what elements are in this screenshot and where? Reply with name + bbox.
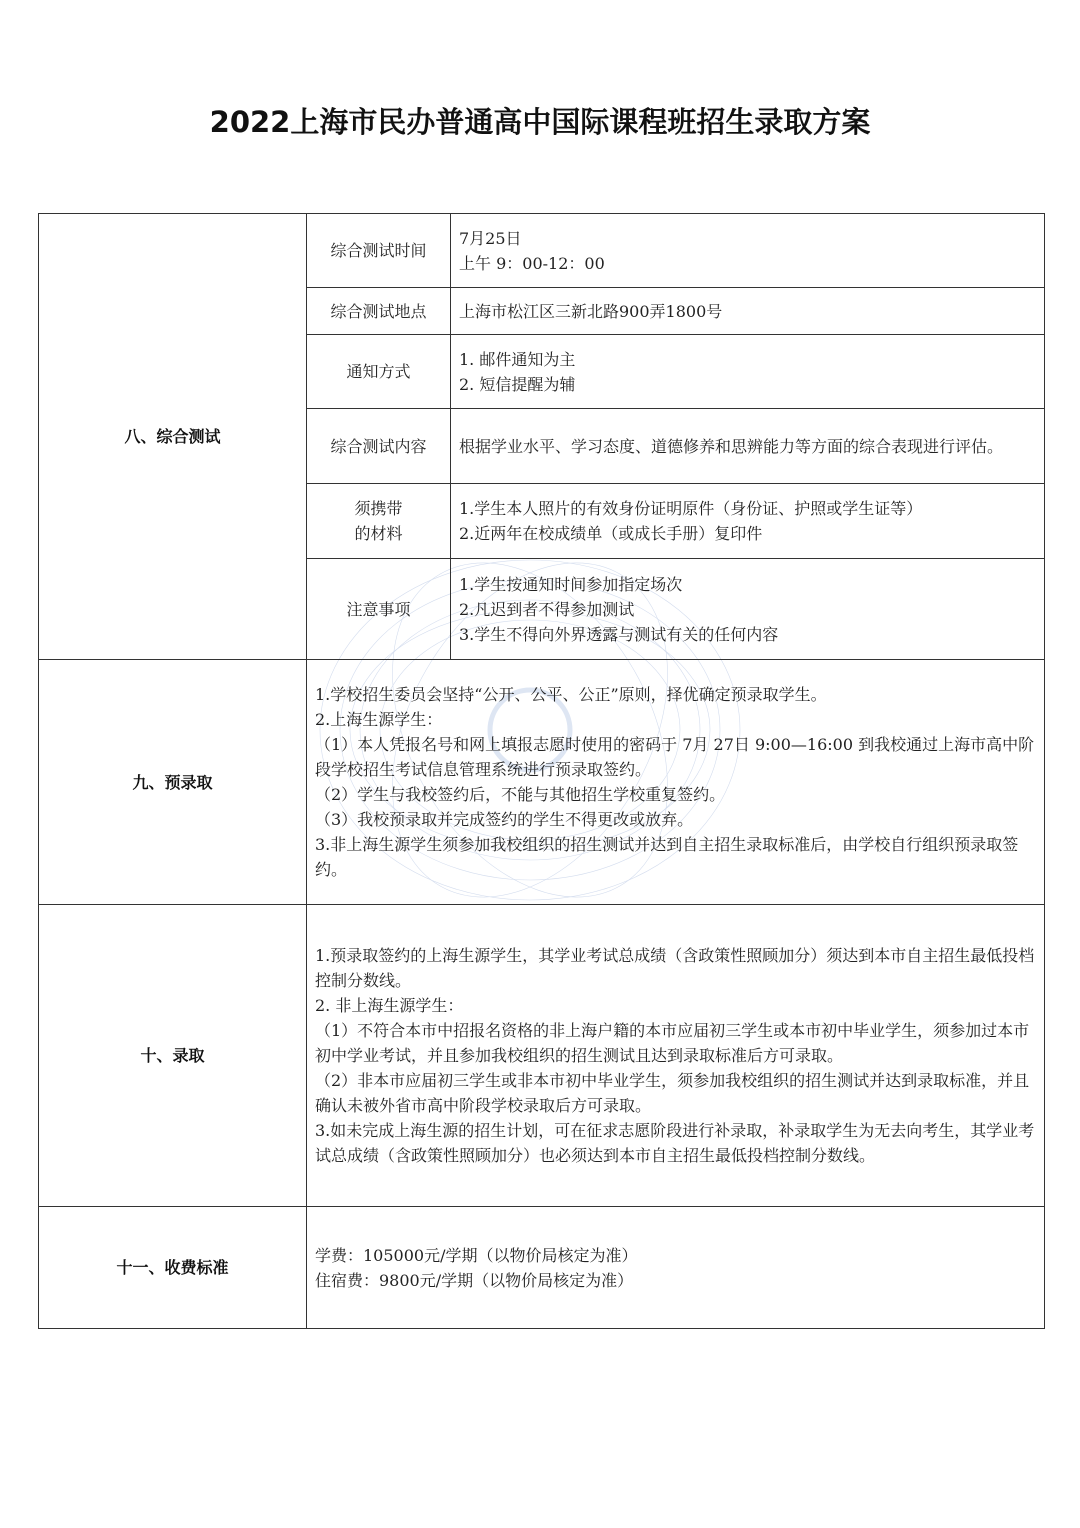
section-heading-9: 九、预录取: [39, 660, 307, 905]
content-line: 1.学生本人照片的有效身份证明原件（身份证、护照或学生证等）: [459, 499, 923, 518]
content-line: 2.上海生源学生：: [315, 710, 443, 729]
content-line: （1）不符合本市中招报名资格的非上海户籍的本市应届初三学生或本市初中毕业学生，须参加过本市初中学业考试，并且参加我校组织的招生测试且达到录取标准后方可录取。: [315, 1021, 1030, 1065]
content-line: 1.预录取签约的上海生源学生，其学业考试总成绩（含政策性照顾加分）须达到本市自主招生最低投档控制分数线。: [315, 946, 1035, 990]
row-content: [451, 484, 1045, 559]
content-line: 2. 非上海生源学生：: [315, 996, 464, 1015]
content-line: 2.近两年在校成绩单（或成长手册）复印件: [459, 524, 763, 543]
content-line: （3）我校预录取并完成签约的学生不得更改或放弃。: [315, 810, 694, 829]
row-label: 综合测试地点: [307, 288, 451, 335]
content-line: （1）本人凭报名号和网上填报志愿时使用的密码于 7月 27日 9:00—16:00 到我校通过上海市高中阶段学校招生考试信息管理系统进行预录取签约。: [315, 735, 1035, 779]
content-line: 学费：105000元/学期（以物价局核定为准）: [315, 1245, 638, 1265]
label-line: 的材料: [354, 524, 403, 543]
row-label: 注意事项: [307, 559, 451, 660]
label-line: 须携带: [354, 499, 403, 518]
table-row: [39, 905, 1045, 1207]
content-line: （2）非本市应届初三学生或非本市初中毕业学生，须参加我校组织的招生测试并达到录取标准，并且确认未被外省市高中阶段学校录取后方可录取。: [315, 1071, 1030, 1115]
section-heading-8: 八、综合测试: [39, 214, 307, 660]
content-line: 1.学生按通知时间参加指定场次: [459, 574, 683, 594]
document-title: 2022上海市民办普通高中国际课程班招生录取方案: [209, 105, 871, 139]
row-content: [451, 409, 1045, 484]
row-label: 综合测试内容: [307, 409, 451, 484]
section-content-11: [307, 1207, 1045, 1329]
content-line: 3.如未完成上海生源的招生计划，可在征求志愿阶段进行补录取，补录取学生为无去向考生，其学业考试总成绩（含政策性照顾加分）也必须达到本市自主招生最低投档控制分数线。: [315, 1121, 1035, 1165]
section-content-9: [307, 660, 1045, 905]
row-content: [451, 559, 1045, 660]
content-line: 上海市松江区三新北路900弄1800号: [459, 301, 723, 321]
row-content: [451, 335, 1045, 409]
section-heading-11: 十一、收费标准: [39, 1207, 307, 1329]
content-line: 1. 邮件通知为主: [459, 349, 576, 369]
content-line: 2.凡迟到者不得参加测试: [459, 599, 635, 619]
row-label: 综合测试时间: [307, 214, 451, 288]
content-line: （2）学生与我校签约后，不能与其他招生学校重复签约。: [315, 785, 726, 804]
content-line: 3.非上海生源学生须参加我校组织的招生测试并达到自主招生录取标准后，由学校自行组织预录取签约。: [315, 835, 1019, 879]
row-content: [451, 214, 1045, 288]
table-row: [39, 660, 1045, 905]
row-label: [307, 484, 451, 559]
content-line: 住宿费：9800元/学期（以物价局核定为准）: [315, 1270, 634, 1290]
row-content: [451, 288, 1045, 335]
content-line: 3.学生不得向外界透露与测试有关的任何内容: [459, 624, 779, 644]
admission-plan-table: [38, 213, 1045, 1329]
row-label: 通知方式: [307, 335, 451, 409]
content-line: 根据学业水平、学习态度、道德修养和思辨能力等方面的综合表现进行评估。: [459, 436, 1004, 456]
content-line: 2. 短信提醒为辅: [459, 374, 576, 394]
content-line: 7月25日: [459, 228, 522, 248]
content-line: 上午 9：00-12：00: [459, 253, 605, 273]
table-row: [39, 214, 1045, 288]
table-row: [39, 1207, 1045, 1329]
section-content-10: [307, 905, 1045, 1207]
section-heading-10: 十、录取: [39, 905, 307, 1207]
content-line: 1.学校招生委员会坚持“公开、公平、公正”原则，择优确定预录取学生。: [315, 685, 827, 704]
